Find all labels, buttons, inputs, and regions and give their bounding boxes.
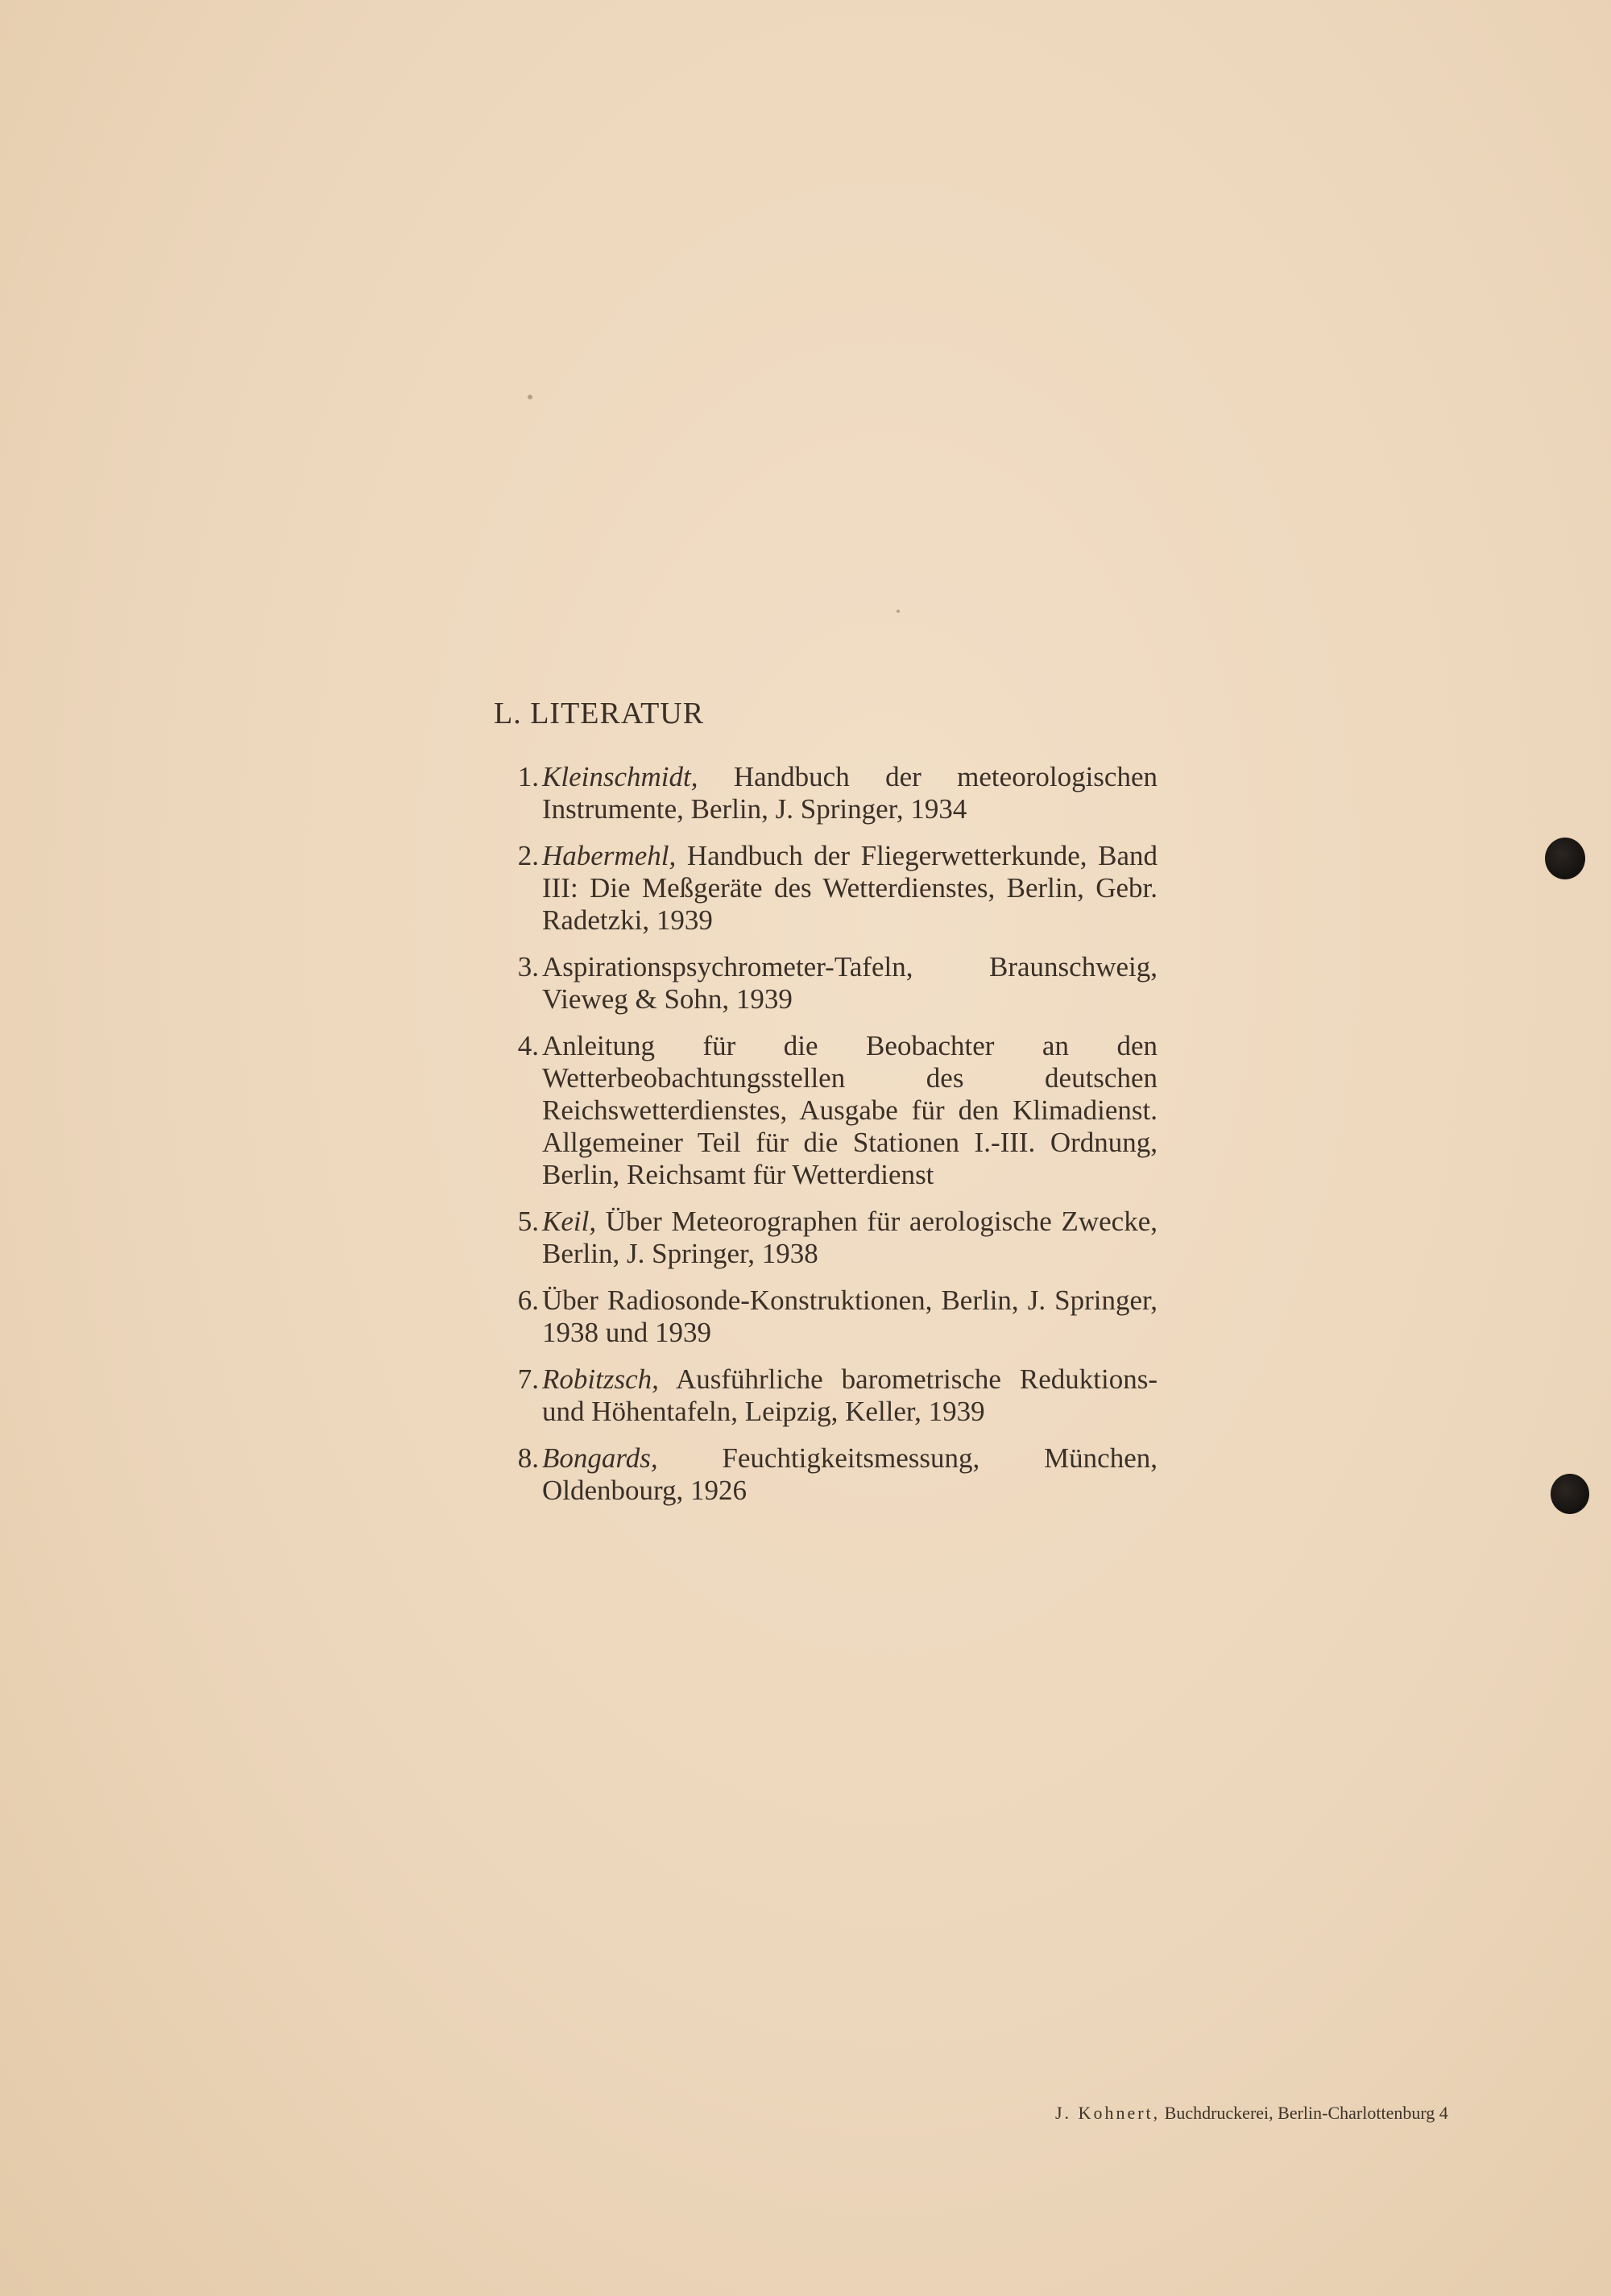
reference-text: Über Radiosonde-Konstruktionen, Berlin, J. Springer, 1938 und 1939 [542, 1285, 1158, 1348]
reference-author: Robitzsch, [542, 1363, 659, 1395]
reference-text: Handbuch der Fliegerwetterkunde, Band III: Die Meßgeräte des Wetterdienstes, Berlin, Gebr. Radetzki, 1939 [542, 840, 1158, 936]
reference-text: Über Meteorographen für aerologische Zwecke, Berlin, J. Springer, 1938 [542, 1206, 1158, 1269]
reference-number: 3. [517, 951, 539, 983]
reference-text: Feuchtigkeitsmessung, München, Oldenbourg, 1926 [542, 1442, 1158, 1506]
printer-name: J. Kohnert, [1055, 2103, 1161, 2123]
reference-number: 2. [517, 840, 539, 871]
reference-text: Ausführliche barometrische Reduktions- und Höhentafeln, Leipzig, Keller, 1939 [542, 1363, 1158, 1427]
printer-imprint [1055, 2102, 1448, 2124]
paper-speck [897, 610, 900, 613]
reference-number: 5. [517, 1206, 539, 1237]
printer-location: Buchdruckerei, Berlin-Charlottenburg 4 [1164, 2103, 1448, 2123]
reference-item [494, 1030, 1158, 1191]
reference-author: Kleinschmidt, [542, 761, 698, 792]
reference-author: Bongards, [542, 1442, 658, 1474]
reference-number: 7. [517, 1363, 539, 1395]
punch-hole-bottom [1551, 1474, 1589, 1514]
reference-item [494, 1206, 1158, 1270]
reference-number: 8. [517, 1442, 539, 1474]
paper-speck [528, 395, 532, 399]
reference-text: Anleitung für die Beobachter an den Wetterbeobachtungsstellen des deutschen Reichswetterdienstes, Ausgabe für den Klimadienst. Allgemeiner Teil für die Stationen I.-III. Ordnung, Berlin, Reichsamt für Wetterdienst [542, 1030, 1158, 1190]
reference-item [494, 1285, 1158, 1349]
reference-number: 6. [517, 1285, 539, 1316]
reference-item [494, 761, 1158, 825]
reference-number: 4. [517, 1030, 539, 1061]
reference-text: Handbuch der meteorologischen Instrumente, Berlin, J. Springer, 1934 [542, 761, 1158, 825]
punch-hole-top [1545, 838, 1585, 879]
reference-author: Habermehl, [542, 840, 677, 871]
reference-item [494, 840, 1158, 937]
reference-item [494, 951, 1158, 1016]
reference-text: Aspirationspsychrometer-Tafeln, Braunschweig, Vieweg & Sohn, 1939 [542, 951, 1158, 1015]
reference-item [494, 1363, 1158, 1428]
section-title: L. LITERATUR [494, 697, 705, 730]
reference-list [494, 761, 1158, 1521]
reference-number: 1. [517, 761, 539, 792]
reference-item [494, 1442, 1158, 1507]
reference-author: Keil, [542, 1206, 597, 1237]
